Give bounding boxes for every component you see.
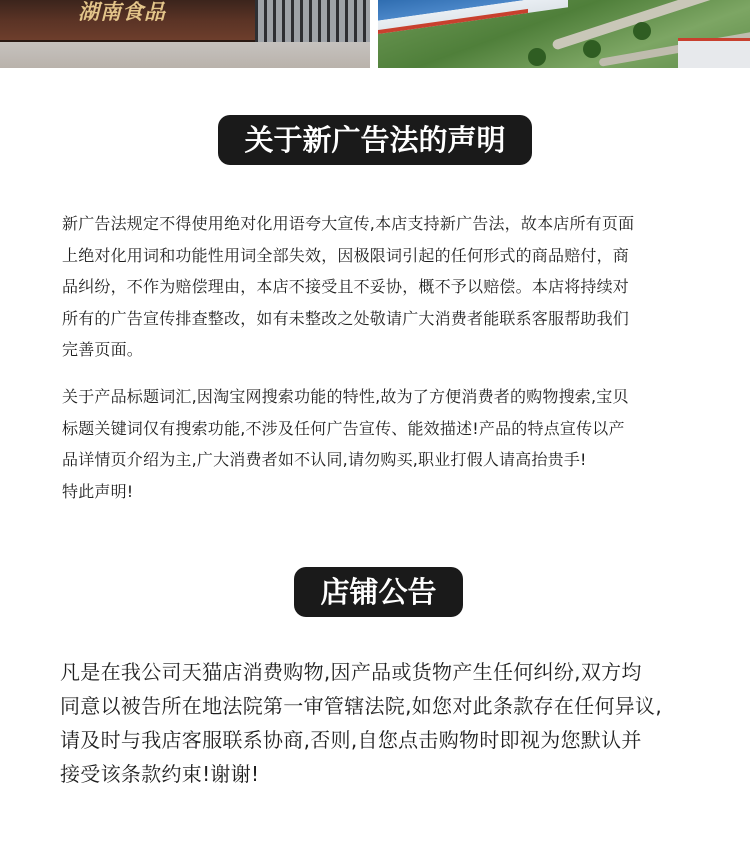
ad-law-closing: 特此声明! <box>62 481 134 501</box>
text-line: 所有的广告宣传排查整改，如有未整改之处敬请广大消费者能联系客服帮助我们 <box>62 308 630 328</box>
text-line: 同意以被告所在地法院第一审管辖法院,如您对此条款存在任何异议, <box>60 694 663 718</box>
ad-law-paragraph-2 <box>62 381 698 507</box>
ad-law-paragraph-1 <box>62 208 698 366</box>
factory-aerial-photo <box>378 0 750 68</box>
factory-gate-photo <box>0 0 370 68</box>
store-notice-body <box>60 655 710 791</box>
text-line: 完善页面。 <box>62 340 144 359</box>
text-line: 品详情页介绍为主,广大消费者如不认同,请勿购买,职业打假人请高抬贵手! <box>62 450 587 469</box>
tree <box>633 22 651 40</box>
store-notice-heading: 店铺公告 <box>294 567 463 617</box>
ad-law-heading: 关于新广告法的声明 <box>218 115 532 165</box>
text-line: 请及时与我店客服联系协商,否则,自您点击购物时即视为您默认并 <box>60 728 642 752</box>
text-line: 关于产品标题词汇,因淘宝网搜索功能的特性,故为了方便消费者的购物搜索,宝贝 <box>62 387 629 406</box>
text-line: 标题关键词仅有搜索功能,不涉及任何广告宣传、能效描述!产品的特点宣传以产 <box>62 418 625 438</box>
text-line: 品纠纷，不作为赔偿理由，本店不接受且不妥协，概不予以赔偿。本店将持续对 <box>62 277 630 296</box>
banner-photo-strip <box>0 0 750 68</box>
text-line: 接受该条款约束!谢谢! <box>60 762 260 786</box>
small-building <box>678 38 750 68</box>
tree <box>528 48 546 66</box>
tree <box>583 40 601 58</box>
text-line: 上绝对化用词和功能性用词全部失效，因极限词引起的任何形式的商品赔付，商 <box>62 245 630 265</box>
gate-sign <box>0 0 255 42</box>
text-line: 凡是在我公司天猫店消费购物,因产品或货物产生任何纠纷,双方均 <box>60 660 642 684</box>
text-line: 新广告法规定不得使用绝对化用语夸大宣传,本店支持新广告法，故本店所有页面 <box>62 214 635 233</box>
gate-fence-right <box>255 0 370 42</box>
gate-logo-text: 湖南食品 <box>78 0 166 24</box>
